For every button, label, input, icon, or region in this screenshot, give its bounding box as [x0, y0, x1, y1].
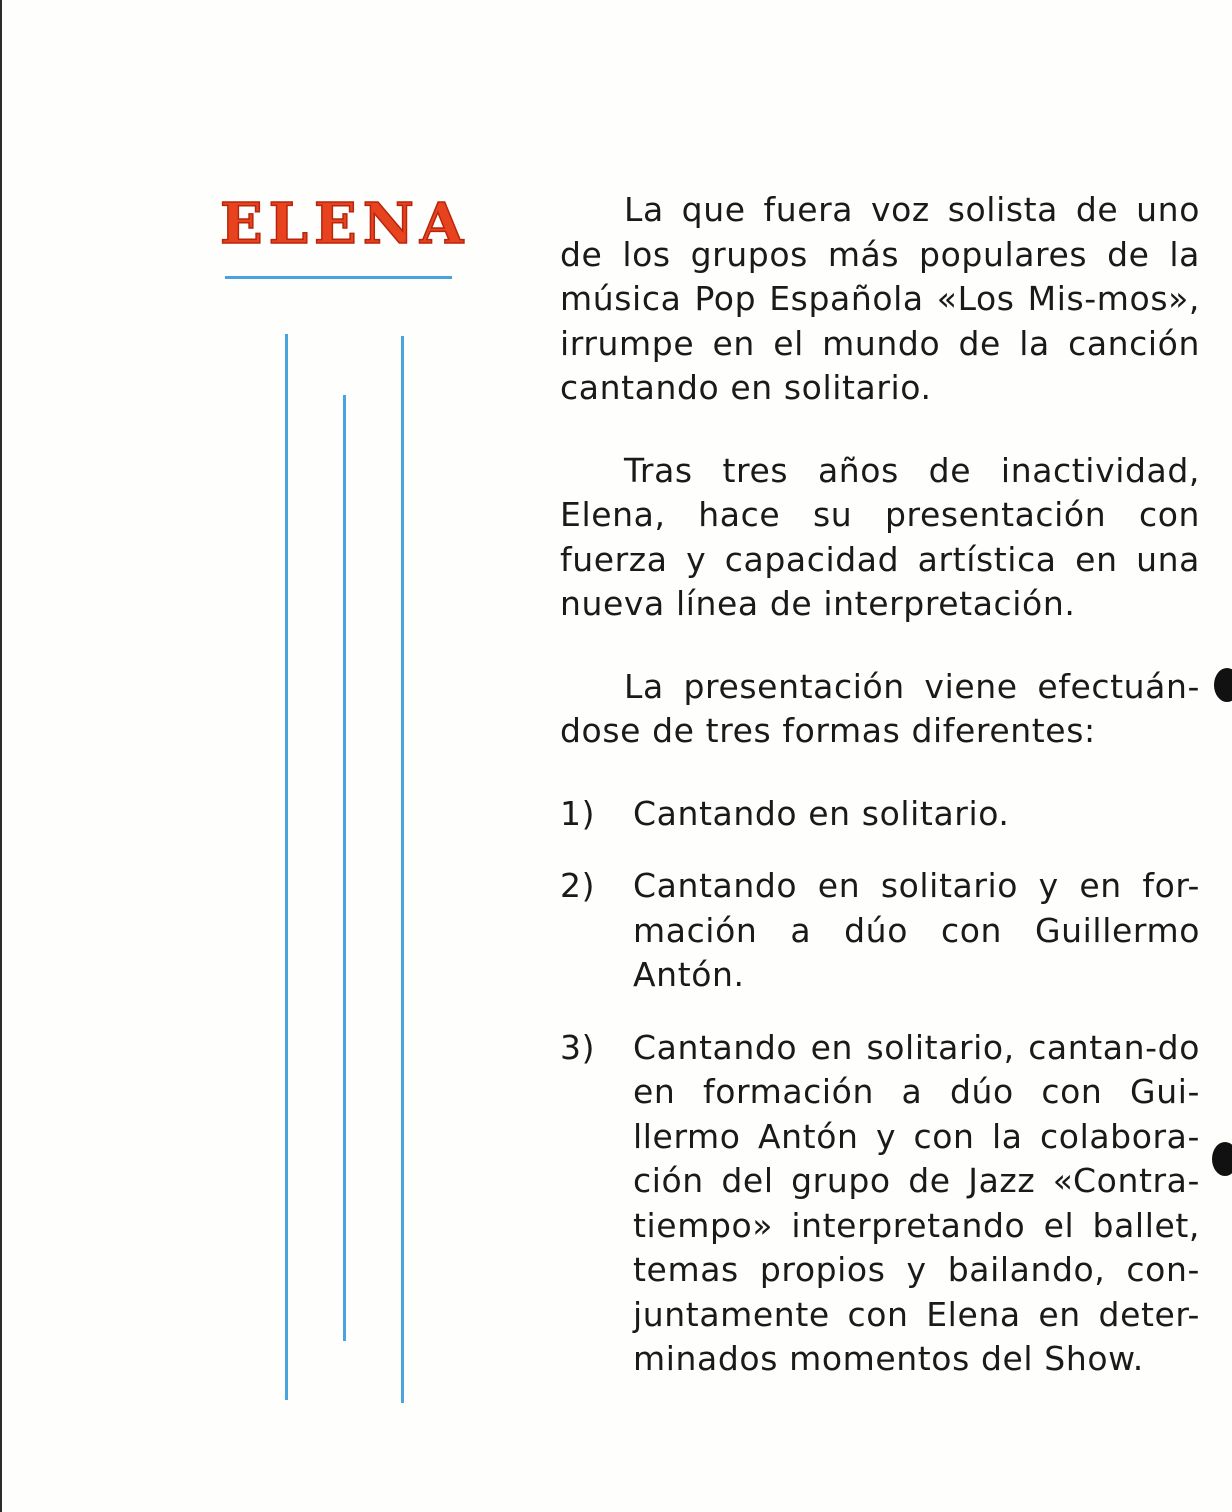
body-text [560, 188, 1200, 1410]
decorative-vertical-line [285, 334, 288, 1400]
list-number: 3) [560, 1027, 596, 1067]
list-item [560, 864, 1200, 998]
list-number: 2) [560, 866, 596, 905]
list-item [560, 1026, 1200, 1382]
list-text: Cantando en solitario y en for-mación a dúo con Guillermo Antón. [633, 866, 1200, 994]
list-item [560, 792, 1200, 837]
punch-hole [1212, 1142, 1232, 1176]
paragraph: Tras tres años de inactividad, Elena, hace su presentación con fuerza y capacidad artística en una nueva línea de interpretación. [560, 450, 1200, 623]
presentation-list [560, 792, 1200, 1382]
decorative-vertical-line [401, 336, 404, 1403]
list-text: Cantando en solitario. [633, 793, 1010, 833]
decorative-vertical-line [343, 395, 346, 1341]
paragraph: La presentación viene efectuán-dose de tres formas diferentes: [560, 666, 1200, 750]
list-text: Cantando en solitario, cantan-do en formación a dúo con Gui-llermo Antón y con la colabora-ción del grupo de Jazz «Contra-tiempo» interpretando el ballet, temas propios y bailando, con-juntamente con Elena en deter-minados momentos del Show. [633, 1027, 1200, 1378]
punch-hole [1214, 668, 1232, 702]
page-title: ELENA [220, 191, 470, 257]
paragraph: La que fuera voz solista de uno de los grupos más populares de la música Pop Española «Los Mis-mos», irrumpe en el mundo de la canción cantando en solitario. [560, 190, 1200, 407]
page-edge [0, 0, 2, 1512]
list-number: 1) [560, 793, 596, 833]
title-underline [225, 276, 452, 279]
